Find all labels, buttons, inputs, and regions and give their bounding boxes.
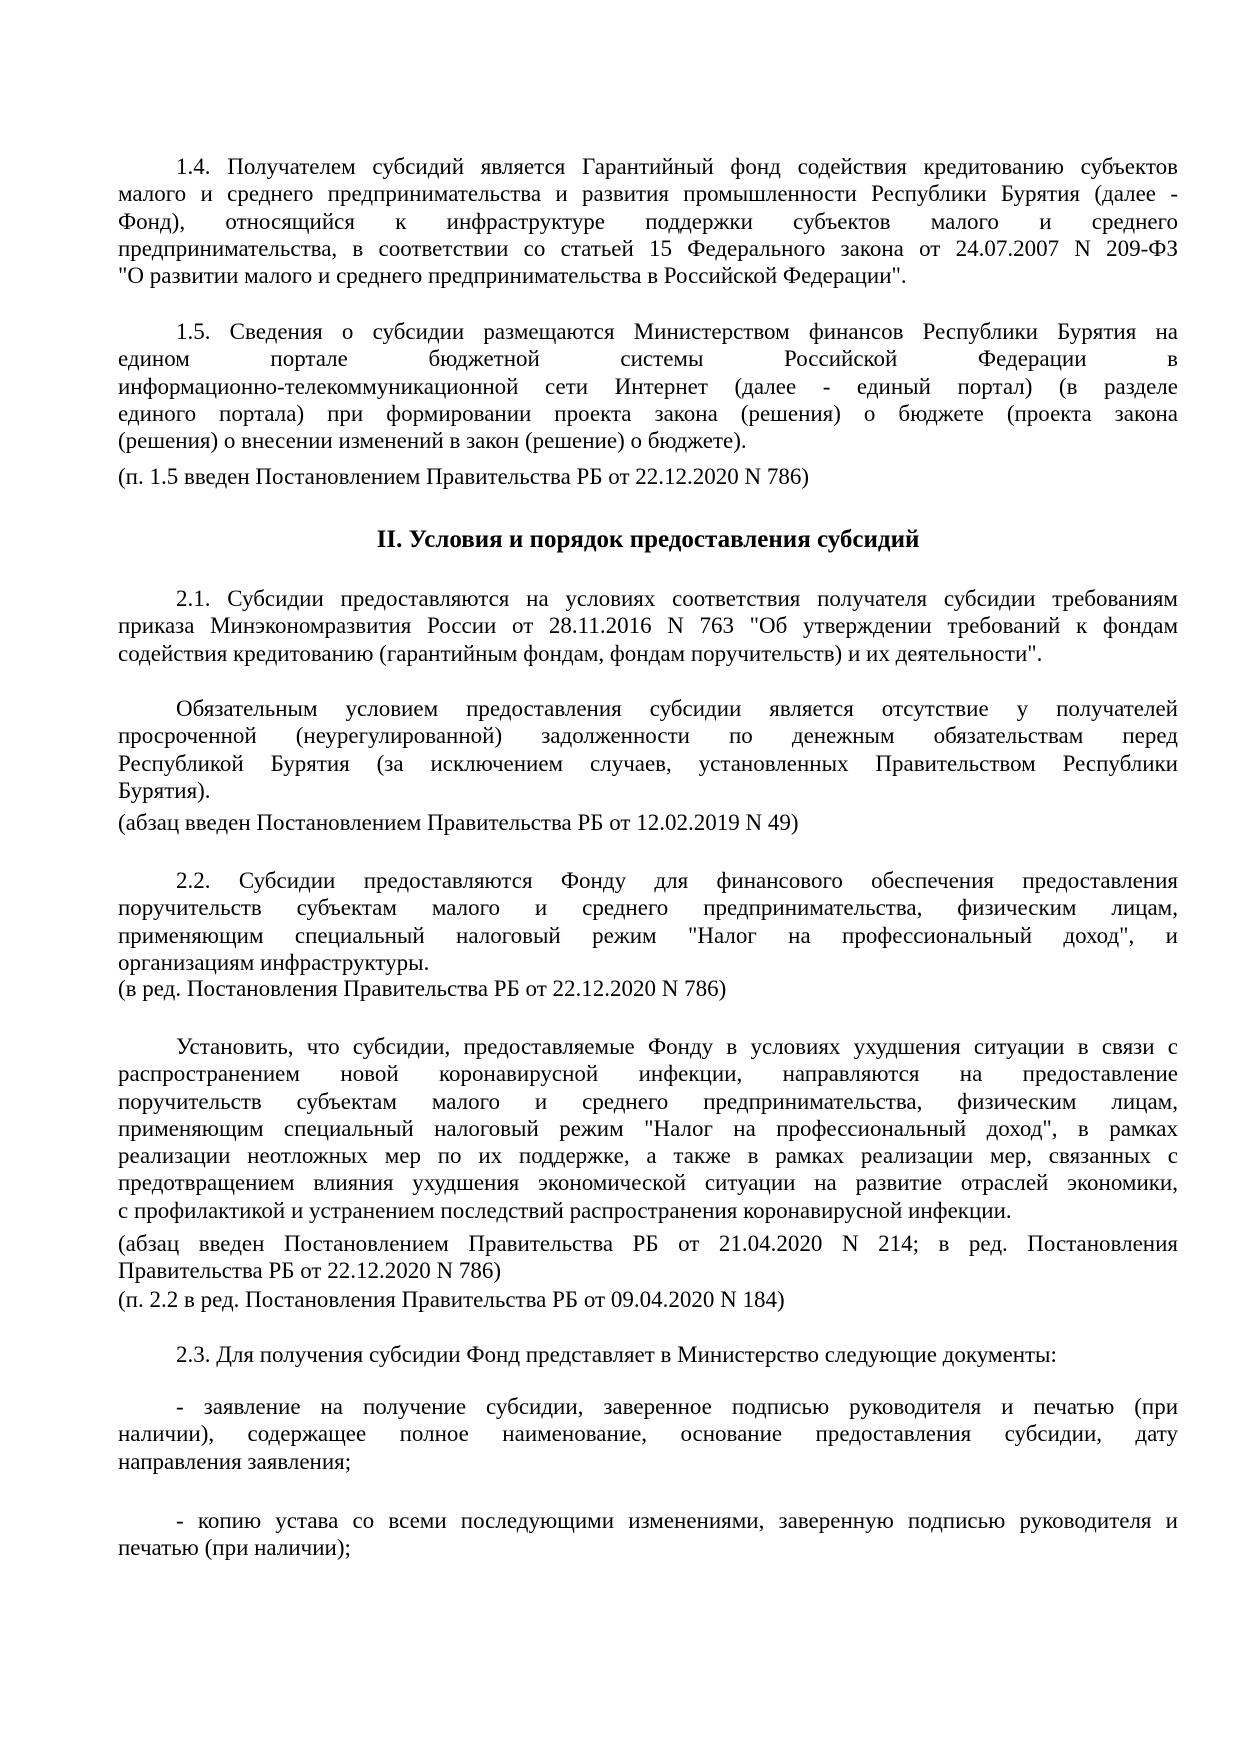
text-line: направления заявления; (118, 1448, 352, 1474)
text-line: информационно-телекоммуникационной сети Интернет (далее - единый портал) (в разделе (118, 373, 1178, 399)
paragraph-1-4 (118, 153, 1178, 289)
text-line: наличии), содержащее полное наименование, основание предоставления субсидии, дату (118, 1421, 1178, 1447)
amendment-note (118, 809, 1178, 836)
amendment-note (118, 463, 1178, 490)
text-line: поручительств субъектам малого и среднего предпринимательства, физическим лицам, (118, 1088, 1178, 1114)
amendment-note (118, 975, 1178, 1002)
text-line: содействия кредитованию (гарантийным фондам, фондам поручительств) и их деятельности". (118, 640, 1043, 666)
paragraph-2-1 (118, 585, 1178, 667)
text-line: (п. 1.5 введен Постановлением Правительства РБ от 22.12.2020 N 786) (118, 464, 810, 489)
text-line: (абзац введен Постановлением Правительства РБ от 21.04.2020 N 214; в ред. Постановления (118, 1231, 1178, 1256)
amendment-note (118, 1230, 1178, 1285)
text-line: малого и среднего предпринимательства и развития промышленности Республики Бурятия (далее - (118, 181, 1178, 207)
paragraph-mandatory-condition (118, 695, 1178, 804)
amendment-note (118, 1286, 1178, 1313)
text-line: едином портале бюджетной системы Российской Федерации в (118, 346, 1178, 372)
text-line: просроченной (неурегулированной) задолженности по денежным обязательствам перед (118, 723, 1178, 749)
paragraph-2-2 (118, 867, 1178, 976)
text-line: распространением новой коронавирусной инфекции, направляются на предоставление (118, 1061, 1178, 1087)
text-line: печатью (при наличии); (118, 1535, 351, 1561)
text-line: 2.1. Субсидии предоставляются на условиях соответствия получателя субсидии требованиям (176, 586, 1178, 611)
text-line: Правительства РБ от 22.12.2020 N 786) (118, 1258, 502, 1284)
text-line: (абзац введен Постановлением Правительства РБ от 12.02.2019 N 49) (118, 810, 799, 835)
text-line: 2.3. Для получения субсидии Фонд представляет в Министерство следующие документы: (176, 1342, 1057, 1367)
text-line: Установить, что субсидии, предоставляемые Фонду в условиях ухудшения ситуации в связи с (176, 1034, 1178, 1059)
text-line: "О развитии малого и среднего предпринимательства в Российской Федерации". (118, 263, 907, 289)
paragraph-establish (118, 1033, 1178, 1224)
text-line: реализации неотложных мер по их поддержке, а также в рамках реализации мер, связанных с (118, 1143, 1178, 1169)
text-line: Фонд), относящийся к инфраструктуре поддержки субъектов малого и среднего (118, 208, 1178, 234)
text-line: - копию устава со всеми последующими изменениями, заверенную подписью руководителя и (176, 1508, 1178, 1533)
text-line: 1.5. Сведения о субсидии размещаются Министерством финансов Республики Бурятия на (176, 319, 1178, 344)
text-line: организациям инфраструктуры. (118, 949, 430, 975)
text-line: (п. 2.2 в ред. Постановления Правительства РБ от 09.04.2020 N 184) (118, 1287, 785, 1312)
text-line: предпринимательства, в соответствии со статьей 15 Федерального закона от 24.07.2007 N 209-ФЗ (118, 235, 1178, 261)
text-line: единого портала) при формировании проекта закона (решения) о бюджете (проекта закона (118, 400, 1178, 426)
text-line: - заявление на получение субсидии, заверенное подписью руководителя и печатью (при (176, 1394, 1178, 1419)
text-line: предотвращением влияния ухудшения экономической ситуации на развитие отраслей экономики, (118, 1170, 1178, 1196)
text-line: приказа Минэкономразвития России от 28.11.2016 N 763 "Об утверждении требований к фондам (118, 613, 1178, 639)
text-line: с профилактикой и устранением последствий распространения коронавирусной инфекции. (118, 1197, 1012, 1223)
paragraph-2-3 (118, 1341, 1178, 1368)
text-line: (в ред. Постановления Правительства РБ от 22.12.2020 N 786) (118, 976, 727, 1001)
text-line: Бурятия). (118, 777, 211, 803)
list-item-application (118, 1393, 1178, 1475)
section-heading: II. Условия и порядок предоставления субсидий (376, 526, 920, 553)
text-line: Республикой Бурятия (за исключением случаев, установленных Правительством Республики (118, 750, 1178, 776)
text-line: 1.4. Получателем субсидий является Гарантийный фонд содействия кредитованию субъектов (176, 154, 1178, 179)
text-line: Обязательным условием предоставления субсидии является отсутствие у получателей (176, 696, 1178, 721)
paragraph-1-5 (118, 318, 1178, 454)
text-line: применяющим специальный налоговый режим "Налог на профессиональный доход", в рамках (118, 1115, 1178, 1141)
text-line: 2.2. Субсидии предоставляются Фонду для финансового обеспечения предоставления (176, 868, 1178, 893)
text-line: применяющим специальный налоговый режим "Налог на профессиональный доход", и (118, 922, 1178, 948)
text-line: (решения) о внесении изменений в закон (решение) о бюджете). (118, 428, 747, 454)
text-line: поручительств субъектам малого и среднего предпринимательства, физическим лицам, (118, 895, 1178, 921)
list-item-charter-copy (118, 1507, 1178, 1562)
